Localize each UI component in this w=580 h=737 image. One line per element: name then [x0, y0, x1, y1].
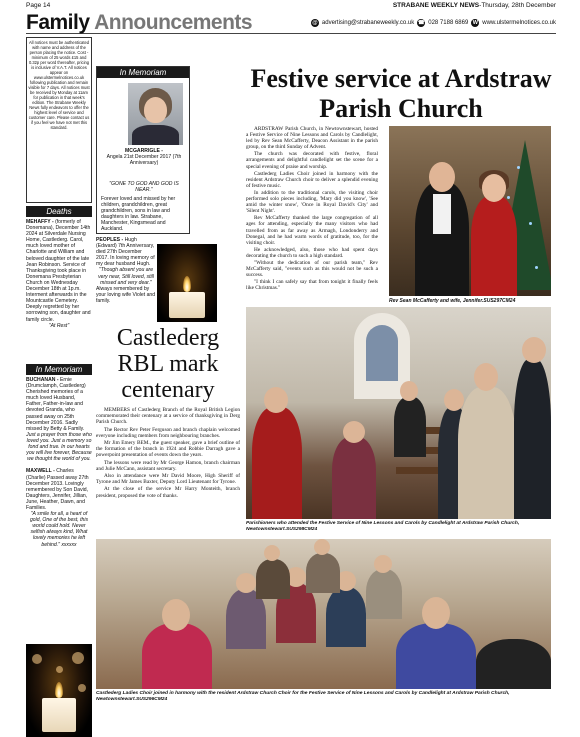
- peoples-verse: "Though absent you are very near, Still loved, still missed and very dear.": [98, 267, 154, 286]
- publication-line: [393, 2, 556, 9]
- memoriam-card-body: [101, 181, 187, 232]
- candle-photo: [26, 644, 92, 737]
- contact-website[interactable]: www.ulstermelnotices.co.uk: [482, 20, 556, 26]
- festive-headline: Festive service at Ardstraw Parish Church: [250, 64, 552, 123]
- photo-parishioners-caption: Parishioners who attended the Festive Service of Nine Lessons and Carols by Candlelight at Ardstraw Parish Church, Newtownstewart.SUS298CM24: [246, 521, 520, 532]
- festive-paragraph: "I think I can safely say that from tonight it finally feels like Christmas.": [246, 279, 378, 292]
- memoriam-card-heading: In Memoriam: [97, 67, 189, 78]
- web-icon: W: [472, 20, 478, 26]
- memoriam-notices: [26, 377, 92, 642]
- contact-bar: [311, 19, 556, 27]
- rbl-headline: Castlederg RBL mark centenary: [116, 325, 220, 403]
- memoriam-2-verse: "A smile for all, a heart of gold, One of the best, this world could hold. Never selfish always kind, What lovely memories he left behind." xxxxxx: [29, 511, 89, 548]
- photo-parishioners: [246, 307, 551, 519]
- memoriam-1-name: BUCHANAN -: [26, 377, 59, 383]
- page-number: Page 14: [26, 2, 51, 9]
- phone-icon: ☎: [417, 20, 425, 26]
- memoriam-card-text: Forever loved and missed by her children, grandchildren, great grandchildren, sons in law and daughters in law. Strabane, Manchester, Kingsmead and Auckland.: [101, 196, 176, 232]
- peoples-text: Hugh (Edward) 7th Anniversary, died 27th December 2017. In loving memory of my dear husband Hugh.: [96, 237, 155, 268]
- rbl-paragraph: At the close of the service Mr Harry Monteith, branch president, proposed the vote of thanks.: [96, 486, 240, 499]
- notice-terms-box: All notices must be authenticated with name and address of the person placing the notice. Cost - minimum of 25 words £15 and 0.32p per word thereafter, pricing is inclusive of V.A.T. All notices appear on www.ulstermelnotices.co.uk following publication and remain visible for 7 days. All notices must be received by Monday at 11am for publication in that week's edition. The Strabane Weekly News fully endeavors to offer the highest level of service and customer care. Please contact us if you feel we have not met this standard.: [26, 37, 92, 203]
- memoriam-card: [96, 66, 190, 234]
- memoriam-2-name: MAXWELL -: [26, 468, 55, 475]
- festive-paragraph: The church was decorated with festive, floral arrangements and delightful candlelight set the scene for a special evening of praise and worship.: [246, 151, 378, 170]
- section-title-word1: Family: [26, 11, 90, 34]
- email-icon: @: [312, 20, 318, 26]
- memoriam-card-details: Angela 21st December 2017 (7th Anniversary): [106, 154, 182, 166]
- publication-date: -Thursday, 28th December: [479, 2, 556, 9]
- festive-paragraph: ARDSTRAW Parish Church, in Newtownstewart, hosted a Festive Service of Nine Lessons and Carols by Candlelight, led by Rev Sean McCafferty, Deacon Assistant in the parish group, on the third Sunday of Advent.: [246, 126, 378, 151]
- section-title: [26, 11, 252, 35]
- death-notice: [26, 219, 92, 361]
- rbl-article: [96, 407, 240, 529]
- photo-rev-caption: Rev Sean McCafferty and wife, Jennifer.SUS297CM24: [389, 298, 516, 304]
- rbl-paragraph: The Rector Rev Peter Ferguson and branch chaplain welcomed everyone including members from neighbouring branches.: [96, 426, 240, 439]
- in-memoriam-heading: In Memoriam: [26, 364, 92, 375]
- rbl-paragraph: Also in attendance were Mr David Moore, High Sheriff of Tyrone and Mr James Baxter, Deputy Lord Lieutenant for Tyrone.: [96, 473, 240, 486]
- contact-phone[interactable]: 028 7188 6869: [428, 20, 469, 26]
- publication-name: STRABANE WEEKLY NEWS: [392, 2, 480, 9]
- deaths-heading: Deaths: [26, 206, 92, 217]
- candle-photo-small: [157, 244, 217, 322]
- peoples-name: PEOPLES -: [96, 237, 124, 243]
- death-notice-text: (formerly of Donemana), December 14th 2024 at Silverdale Nursing Home, Castlederg. Carol, much loved mother of Charlotte and William and beloved daughter of the late Jean Robinson. Service of Thanksgiving took place in Donemana Presbyterian Church on Wednesday December 18th at 1p.m. Interment afterwards in the Mountcastle Cemetery. Deeply regretted by her sorrowing son, daughter and family circle.: [26, 219, 91, 323]
- section-title-word2: Announcements: [94, 11, 253, 34]
- festive-paragraph: In addition to the traditional carols, the visiting choir performed solo pieces including, 'Mary did you know', 'See amid the winter snow', 'Once in Royal David's City' and 'Silent Night'.: [246, 189, 378, 215]
- festive-paragraph: He acknowledged, also, those who had spent days decorating the church to such a high standard.: [246, 246, 378, 259]
- memoriam-card-name: MCGARRIGLE -: [125, 148, 163, 154]
- festive-article: [246, 126, 378, 306]
- memoriam-1-verse: Just a prayer from those who loved you. Just a memory so fond and true. In our hearts you will live forever, Because we thought the world of you.: [26, 431, 92, 463]
- masthead: [26, 12, 556, 34]
- death-notice-closing: "At Rest": [48, 322, 70, 329]
- festive-paragraph: "Without the dedication of our parish team," Rev McCafferty said, "events such as this would not be such a success.: [246, 259, 378, 279]
- memoriam-card-quote: "GONE TO GOD AND GOD IS NEAR.": [109, 181, 179, 193]
- memoriam-1-text: Ernie (Drumclamph, Castlederg) Cherished memories of a much loved Husband, Father, Father-in-law and devoted Granda, who passed away on 25th December 2016. Sadly missed by Betty & Family.: [26, 377, 86, 432]
- memoriam-2-text: Charles (Charlie) Passed away 27th December 2013. Lovingly remembered by Son David, Daughters, Jennifer, Jillian, June, Heather, Dawn, and Families.: [26, 468, 89, 511]
- memoriam-card-name-block: [101, 148, 187, 166]
- festive-paragraph: Rev McCafferty thanked the large congregation of all ages for attending, especially the many visitors who had travelled from as far away as Armagh, Londonderry and Donegal, and he had warm words of gratitude, too, for the visiting choir.: [246, 215, 378, 246]
- peoples-notice: [96, 237, 156, 323]
- rbl-paragraph: Mr Jim Emery BEM., the guest speaker, gave a brief outline of the formation of the branch in 1924 and Robbie Darragh gave a powerpoint presentation of events down the years.: [96, 440, 240, 459]
- memoriam-portrait: [128, 83, 183, 145]
- left-column: [26, 37, 92, 731]
- photo-rev-and-wife: [389, 126, 551, 296]
- contact-email[interactable]: advertising@strabaneweekly.co.uk: [321, 20, 415, 26]
- death-notice-name: MEHAFFY -: [26, 219, 54, 225]
- festive-paragraph: Castlederg Ladies Choir joined in harmony with the resident Ardstraw Church choir to deliver a splendid evening of festive music.: [246, 170, 378, 189]
- peoples-closing: Always remembered by your loving wife Violet and family.: [96, 285, 156, 304]
- rbl-paragraph: MEMBERS of Castlederg Branch of the Royal British Legion commemorated their centenary at a service of thanksgiving in Derg Parish Church.: [96, 407, 240, 426]
- rbl-paragraph: The lessons were read by Mr George Hamon, branch chairman and Julie McCann, assistant secretary.: [96, 459, 240, 472]
- photo-ladies-choir-caption: Castlederg Ladies Choir joined in harmony with the resident Ardstraw Church Choir for the Festive Service of Nine Lessons and Carols by Candlelight at Ardstraw Parish Church, Newtownstewart.SUS296CM24: [96, 691, 510, 702]
- photo-ladies-choir: [96, 539, 551, 689]
